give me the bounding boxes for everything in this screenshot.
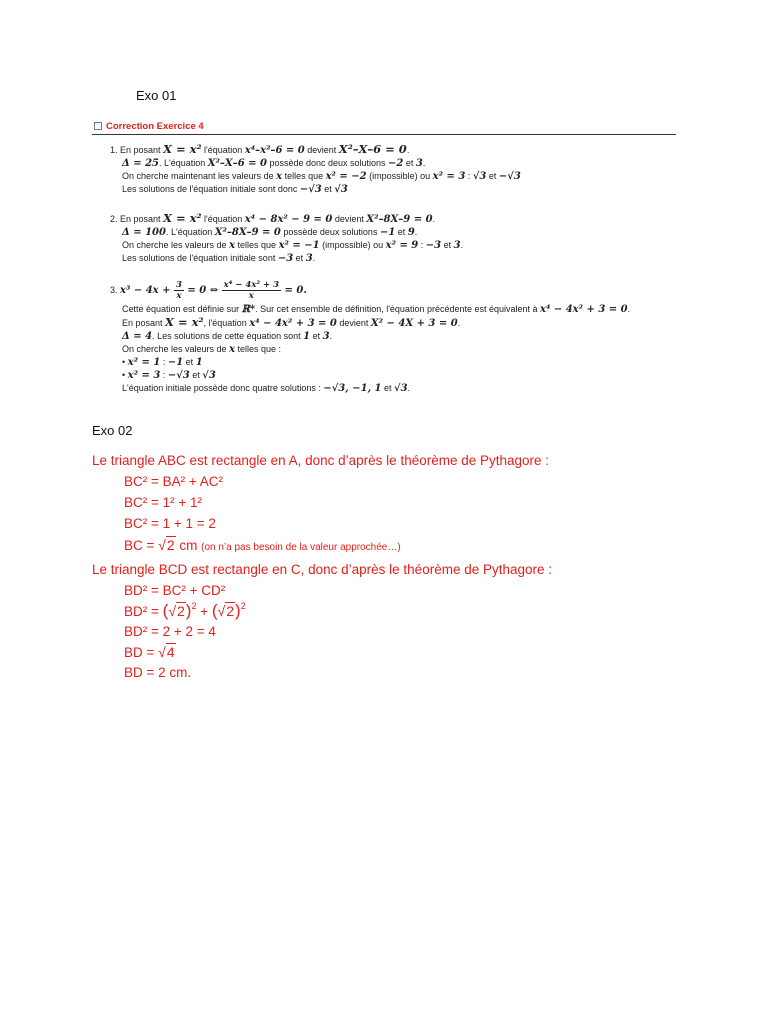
part1-intro: Le triangle ABC est rectangle en A, donc d’après le théorème de Pythagore : bbox=[92, 453, 550, 468]
item-3-line-4: On cherche les valeurs de x telles que : bbox=[122, 344, 282, 355]
item-3-line-5: • x² = 1 : −1 et 1 bbox=[122, 357, 203, 368]
item-3 bbox=[110, 278, 630, 395]
item-2-line-2: Δ = 100. L'équation X²–8X–9 = 0 possède deux solutions −1 et 9. bbox=[122, 227, 418, 238]
item-3-line-2: En posant X = x², l'équation x⁴ − 4x² + 3 = 0 devient X² − 4X + 3 = 0. bbox=[122, 315, 461, 329]
sqrt-symbol: √2 bbox=[168, 603, 185, 619]
item-1 bbox=[110, 143, 521, 196]
item-2-line-3: On cherche les valeurs de x telles que x² = −1 (impossible) ou x² = 9 : −3 et 3. bbox=[122, 240, 464, 251]
item-2-line-1: 2. En posant X = x² l'équation x⁴ − 8x² − 9 = 0 devient X²–8X–9 = 0. bbox=[110, 211, 436, 225]
part2-line-4: BD = √4 bbox=[124, 644, 175, 660]
exo01-heading: Exo 01 bbox=[136, 88, 177, 103]
approx-note: (on n’a pas besoin de la valeur approchée…) bbox=[201, 542, 401, 553]
correction-divider bbox=[92, 134, 676, 135]
part2-line-1: BD² = BC² + CD² bbox=[124, 583, 226, 598]
sqrt-symbol: √2 bbox=[217, 603, 235, 619]
item-3-line-6: • x² = 3 : −√3 et √3 bbox=[122, 370, 216, 381]
exo02-heading: Exo 02 bbox=[92, 423, 133, 438]
part2-line-3: BD² = 2 + 2 = 4 bbox=[124, 624, 216, 639]
part2-line-2: $BD^2 = (√2)^2 + (√2)^2$ bbox=[124, 601, 246, 620]
fraction-quartic-over-x: $\frac{\text{x⁴ − 4x² + 3}}{x}$ bbox=[223, 280, 280, 302]
item-1-line-2: Δ = 25. L'équation X²–X–6 = 0 possède donc deux solutions −2 et 3. bbox=[122, 158, 426, 169]
part1-line-3: BC² = 1 + 1 = 2 bbox=[124, 516, 216, 531]
item-3-line-7: L'équation initiale possède donc quatre solutions : −√3, −1, 1 et √3. bbox=[122, 383, 411, 394]
part1-line-2: BC² = 1² + 1² bbox=[124, 495, 203, 510]
collapse-square-icon bbox=[94, 122, 102, 130]
part2-line-5: BD = 2 cm. bbox=[124, 665, 192, 680]
item-2-line-4: Les solutions de l'équation initiale sont −3 et 3. bbox=[122, 253, 316, 264]
item-3-equation: 3. x³ − 4x + $\frac{3}{x}$ = 0 ⇔ $\frac{\text{x⁴ − 4x² + 3}}{x}$ = 0. bbox=[110, 280, 307, 302]
correction-title-text: Correction Exercice 4 bbox=[106, 121, 204, 132]
item-2 bbox=[110, 212, 463, 265]
part2-intro: Le triangle BCD est rectangle en C, donc d’après le théorème de Pythagore : bbox=[92, 562, 553, 577]
item-3-line-3: Δ = 4. Les solutions de cette équation sont 1 et 3. bbox=[122, 331, 333, 342]
item-1-line-1: 1. En posant X = x² l'équation x⁴–x²–6 = 0 devient X²–X–6 = 0. bbox=[110, 142, 410, 156]
sqrt-symbol: √2 bbox=[158, 537, 175, 553]
item-3-line-1: Cette équation est définie sur ℝ*. Sur cet ensemble de définition, l'équation précédente est équivalent à x⁴ − 4x² + 3 = 0. bbox=[122, 304, 631, 315]
item-1-line-4: Les solutions de l'équation initiale sont donc −√3 et √3 bbox=[122, 184, 348, 195]
part1-line-1: BC² = BA² + AC² bbox=[124, 474, 224, 489]
fraction-3-over-x: $\frac{3}{x}$ bbox=[175, 280, 182, 302]
correction-title bbox=[94, 121, 204, 132]
item-1-line-3: On cherche maintenant les valeurs de x telles que x² = −2 (impossible) ou x² = 3 : √3 et −√3 bbox=[122, 171, 521, 182]
part1-line-4: BC = √2 cm (on n’a pas besoin de la valeur approchée…) bbox=[124, 537, 401, 553]
sqrt-symbol: √4 bbox=[158, 644, 175, 660]
